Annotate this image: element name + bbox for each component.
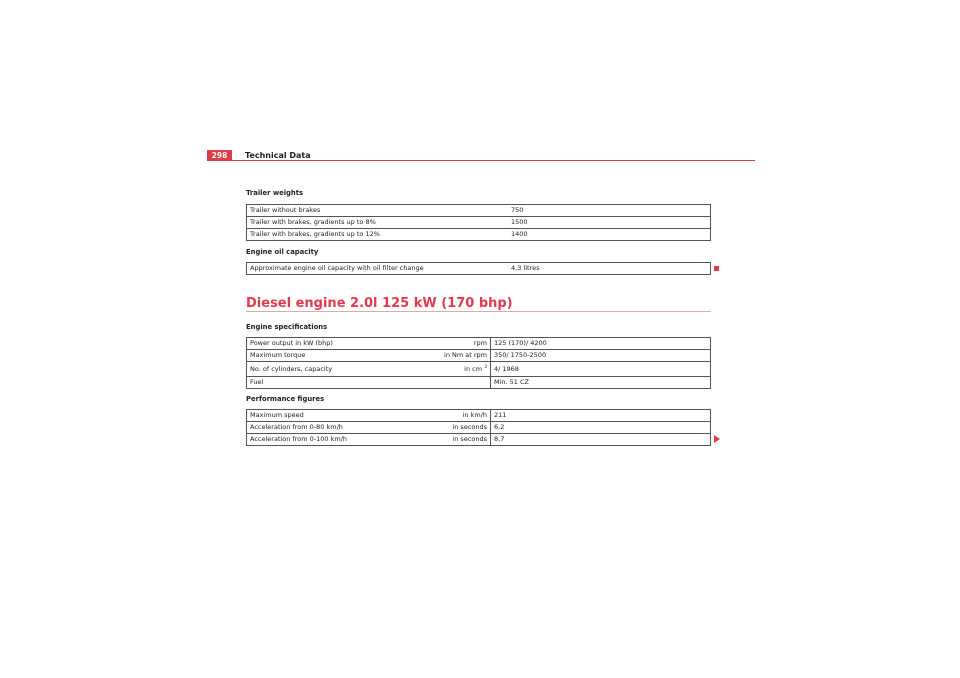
row-value: 6,2	[491, 422, 711, 434]
table-row	[247, 422, 711, 434]
row-unit-cell	[403, 362, 491, 377]
trailer-weights-heading: Trailer weights	[246, 189, 304, 197]
row-unit: in km/h	[403, 410, 491, 422]
section-title: Diesel engine 2.0l 125 kW (170 bhp)	[246, 296, 513, 311]
row-label: Acceleration from 0-80 km/h	[247, 422, 404, 434]
row-label: Fuel	[250, 378, 264, 386]
table-row	[247, 205, 711, 217]
row-label: Trailer without brakes	[247, 205, 509, 217]
end-square-icon	[714, 266, 719, 271]
table-row	[247, 362, 711, 377]
table-row	[247, 350, 711, 362]
row-unit: rpm	[403, 338, 491, 350]
performance-figures-table	[246, 409, 711, 446]
table-row	[247, 263, 711, 275]
page-header-title: Technical Data	[245, 151, 311, 160]
table-row	[247, 377, 711, 389]
row-label: Acceleration from 0-100 km/h	[250, 435, 348, 443]
engine-specifications-heading: Engine specifications	[246, 323, 328, 331]
row-label: Maximum speed	[247, 410, 404, 422]
row-value: 1500	[508, 217, 711, 229]
table-row	[247, 338, 711, 350]
row-value: 4.3 litres	[511, 264, 540, 272]
row-label: Trailer with brakes, gradients up to 8%	[247, 217, 509, 229]
row-label: Power output in kW (bhp)	[247, 338, 404, 350]
header-divider	[207, 160, 755, 161]
row-unit	[403, 377, 491, 389]
engine-oil-table	[246, 262, 711, 275]
table-row	[247, 217, 711, 229]
section-divider	[246, 311, 711, 312]
row-value: 8,7	[491, 434, 711, 446]
table-row	[247, 410, 711, 422]
table-row	[247, 434, 711, 446]
unit-superscript: 3	[484, 365, 487, 371]
table-row	[247, 229, 711, 241]
row-label: No. of cylinders, capacity	[247, 362, 404, 377]
row-value: 1400	[511, 230, 528, 238]
row-label: Approximate engine oil capacity with oil filter change	[250, 264, 424, 272]
row-label: Trailer with brakes, gradients up to 12%	[250, 230, 380, 238]
row-value: 211	[491, 410, 711, 422]
next-arrow-icon	[714, 435, 720, 443]
row-value: 125 (170)/ 4200	[491, 338, 711, 350]
row-value: 750	[508, 205, 711, 217]
trailer-weights-table	[246, 204, 711, 241]
row-unit: in Nm at rpm	[403, 350, 491, 362]
performance-figures-heading: Performance figures	[246, 395, 325, 403]
row-unit: in cm	[464, 365, 483, 374]
row-value: 350/ 1750-2500	[491, 350, 711, 362]
row-label: Maximum torque	[247, 350, 404, 362]
row-value: Min. 51 CZ	[491, 377, 711, 389]
row-unit: in seconds	[452, 435, 487, 443]
engine-specifications-table	[246, 337, 711, 389]
row-unit: in seconds	[403, 422, 491, 434]
engine-oil-heading: Engine oil capacity	[246, 248, 319, 256]
page-number: 298	[207, 150, 232, 161]
row-value: 4/ 1968	[491, 362, 711, 377]
